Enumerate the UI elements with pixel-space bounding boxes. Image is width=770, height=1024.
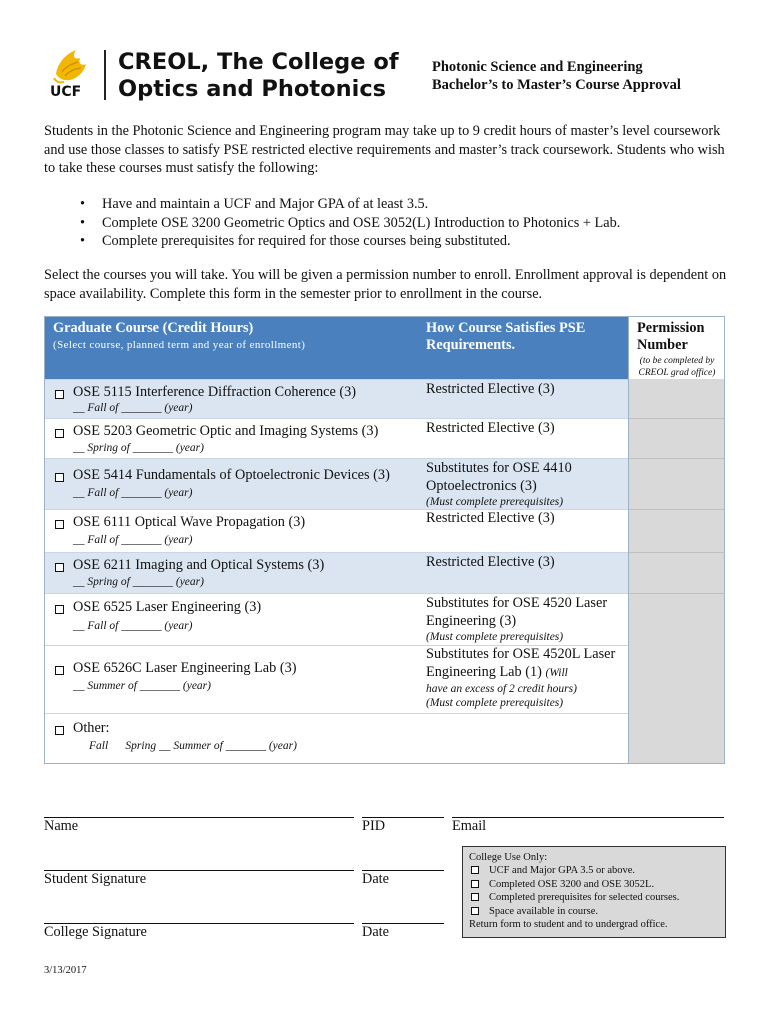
intro-paragraph: Students in the Photonic Science and Engineering program may take up to 9 credit hours of master’s level coursework and use those classes to satisfy PSE restricted elective requirements and master’s track coursework. Students who wish to take these courses must satisfy the following: <box>44 123 725 176</box>
table-row <box>45 379 724 419</box>
email-line[interactable] <box>452 817 724 818</box>
course-checkbox[interactable] <box>55 726 64 735</box>
college-use-title: College Use Only: <box>469 852 548 863</box>
college-name-line2: Optics and Photonics <box>118 76 387 102</box>
table-row <box>45 552 724 594</box>
college-use-checkbox[interactable] <box>471 880 479 888</box>
course-checkbox[interactable] <box>55 429 64 438</box>
course-checkbox[interactable] <box>55 605 64 614</box>
course-name: OSE 6526C Laser Engineering Lab (3) <box>73 660 297 676</box>
pse-requirement: Restricted Elective (3) <box>426 420 555 436</box>
pse-requirement: Substitutes for OSE 4410 Optoelectronics (3) <box>426 460 572 494</box>
table-row <box>45 509 724 553</box>
course-checkbox[interactable] <box>55 563 64 572</box>
name-label: Name <box>44 818 79 834</box>
course-term[interactable]: __ Fall of _______ (year) <box>73 487 193 499</box>
course-checkbox[interactable] <box>55 390 64 399</box>
college-use-item: Completed prerequisites for selected courses. <box>469 891 725 904</box>
college-date-label: Date <box>362 924 389 940</box>
college-use-footer: Return form to student and to undergrad office. <box>469 919 668 931</box>
requirement-item: • Complete OSE 3200 Geometric Optics and OSE 3052(L) Introduction to Photonics + Lab. <box>80 214 620 233</box>
logo-divider <box>104 50 106 100</box>
course-name: OSE 5115 Interference Diffraction Coherence (3) <box>73 384 357 400</box>
pse-note: (Must complete prerequisites) <box>426 697 564 709</box>
table-row <box>45 713 724 764</box>
course-checkbox[interactable] <box>55 473 64 482</box>
college-use-checkbox[interactable] <box>471 907 479 915</box>
form-date: 3/13/2017 <box>44 965 87 976</box>
course-name: OSE 5414 Fundamentals of Optoelectronic Devices (3) <box>73 467 390 483</box>
course-name: OSE 6111 Optical Wave Propagation (3) <box>73 514 306 530</box>
pse-requirement: Substitutes for OSE 4520L Laser Engineering Lab (1) (Will <box>426 646 616 680</box>
ucf-logo <box>48 44 92 102</box>
college-use-item: Space available in course. <box>469 905 725 918</box>
pse-requirement: Substitutes for OSE 4520 Laser Engineering (3) <box>426 595 608 629</box>
permission-column-header: Permission Number <box>637 320 705 353</box>
email-label: Email <box>452 818 487 834</box>
pse-requirement: Restricted Elective (3) <box>426 381 555 397</box>
name-line[interactable] <box>44 817 354 818</box>
pse-requirement: Restricted Elective (3) <box>426 510 555 526</box>
college-use-checkbox[interactable] <box>471 893 479 901</box>
requirement-item: • Complete prerequisites for required for those courses being substituted. <box>80 232 620 251</box>
table-row <box>45 645 724 714</box>
course-term[interactable]: __ Fall of _______ (year) <box>73 402 193 414</box>
requirements-list <box>80 195 620 251</box>
course-checkbox[interactable] <box>55 666 64 675</box>
course-term[interactable]: __ Summer of _______ (year) <box>73 680 211 692</box>
instructions-paragraph: Select the courses you will take. You will be given a permission number to enroll. Enrollment approval is dependent on space availability. Complete this form in the semester prior to enrollment in the course. <box>44 267 727 302</box>
course-checkbox[interactable] <box>55 520 64 529</box>
requirement-item: • Have and maintain a UCF and Major GPA of at least 3.5. <box>80 195 620 214</box>
course-table <box>44 316 725 764</box>
pid-label: PID <box>362 818 386 834</box>
course-term[interactable]: __ Fall of _______ (year) <box>73 534 193 546</box>
permission-column-note: (to be completed by CREOL grad office) <box>638 356 716 378</box>
course-term[interactable]: Fall Spring __ Summer of _______ (year) <box>89 740 297 752</box>
pse-note: have an excess of 2 credit hours) <box>426 683 577 695</box>
course-name: OSE 5203 Geometric Optic and Imaging Systems (3) <box>73 423 379 439</box>
form-title-line1: Photonic Science and Engineering <box>432 59 643 75</box>
college-use-box <box>462 846 726 938</box>
course-term[interactable]: __ Fall of _______ (year) <box>73 620 193 632</box>
college-use-item: Completed OSE 3200 and OSE 3052L. <box>469 878 725 891</box>
pse-note: (Must complete prerequisites) <box>426 631 564 643</box>
permission-number-cell <box>628 379 724 763</box>
pse-requirement: Restricted Elective (3) <box>426 554 555 570</box>
course-term[interactable]: __ Spring of _______ (year) <box>73 442 204 454</box>
college-use-item: UCF and Major GPA 3.5 or above. <box>469 864 725 877</box>
form-title <box>432 58 681 94</box>
table-row <box>45 418 724 459</box>
college-name <box>118 49 399 103</box>
course-name: OSE 6211 Imaging and Optical Systems (3) <box>73 557 325 573</box>
college-signature-label: College Signature <box>44 924 147 940</box>
course-column-header: Graduate Course (Credit Hours) <box>53 320 254 336</box>
course-name: OSE 6525 Laser Engineering (3) <box>73 599 262 615</box>
course-name: Other: <box>73 720 110 736</box>
college-use-checkbox[interactable] <box>471 866 479 874</box>
ucf-logo-text: UCF <box>50 84 82 100</box>
table-row <box>45 593 724 646</box>
form-title-line2: Bachelor’s to Master’s Course Approval <box>432 77 681 93</box>
pse-column-header: How Course Satisfies PSE Requirements. <box>426 320 586 353</box>
table-row <box>45 458 724 510</box>
pse-note: (Must complete prerequisites) <box>426 496 564 508</box>
college-name-line1: CREOL, The College of <box>118 49 399 75</box>
student-signature-label: Student Signature <box>44 871 147 887</box>
course-column-subheader: (Select course, planned term and year of enrollment) <box>53 339 306 351</box>
course-term[interactable]: __ Spring of _______ (year) <box>73 576 204 588</box>
student-date-label: Date <box>362 871 389 887</box>
